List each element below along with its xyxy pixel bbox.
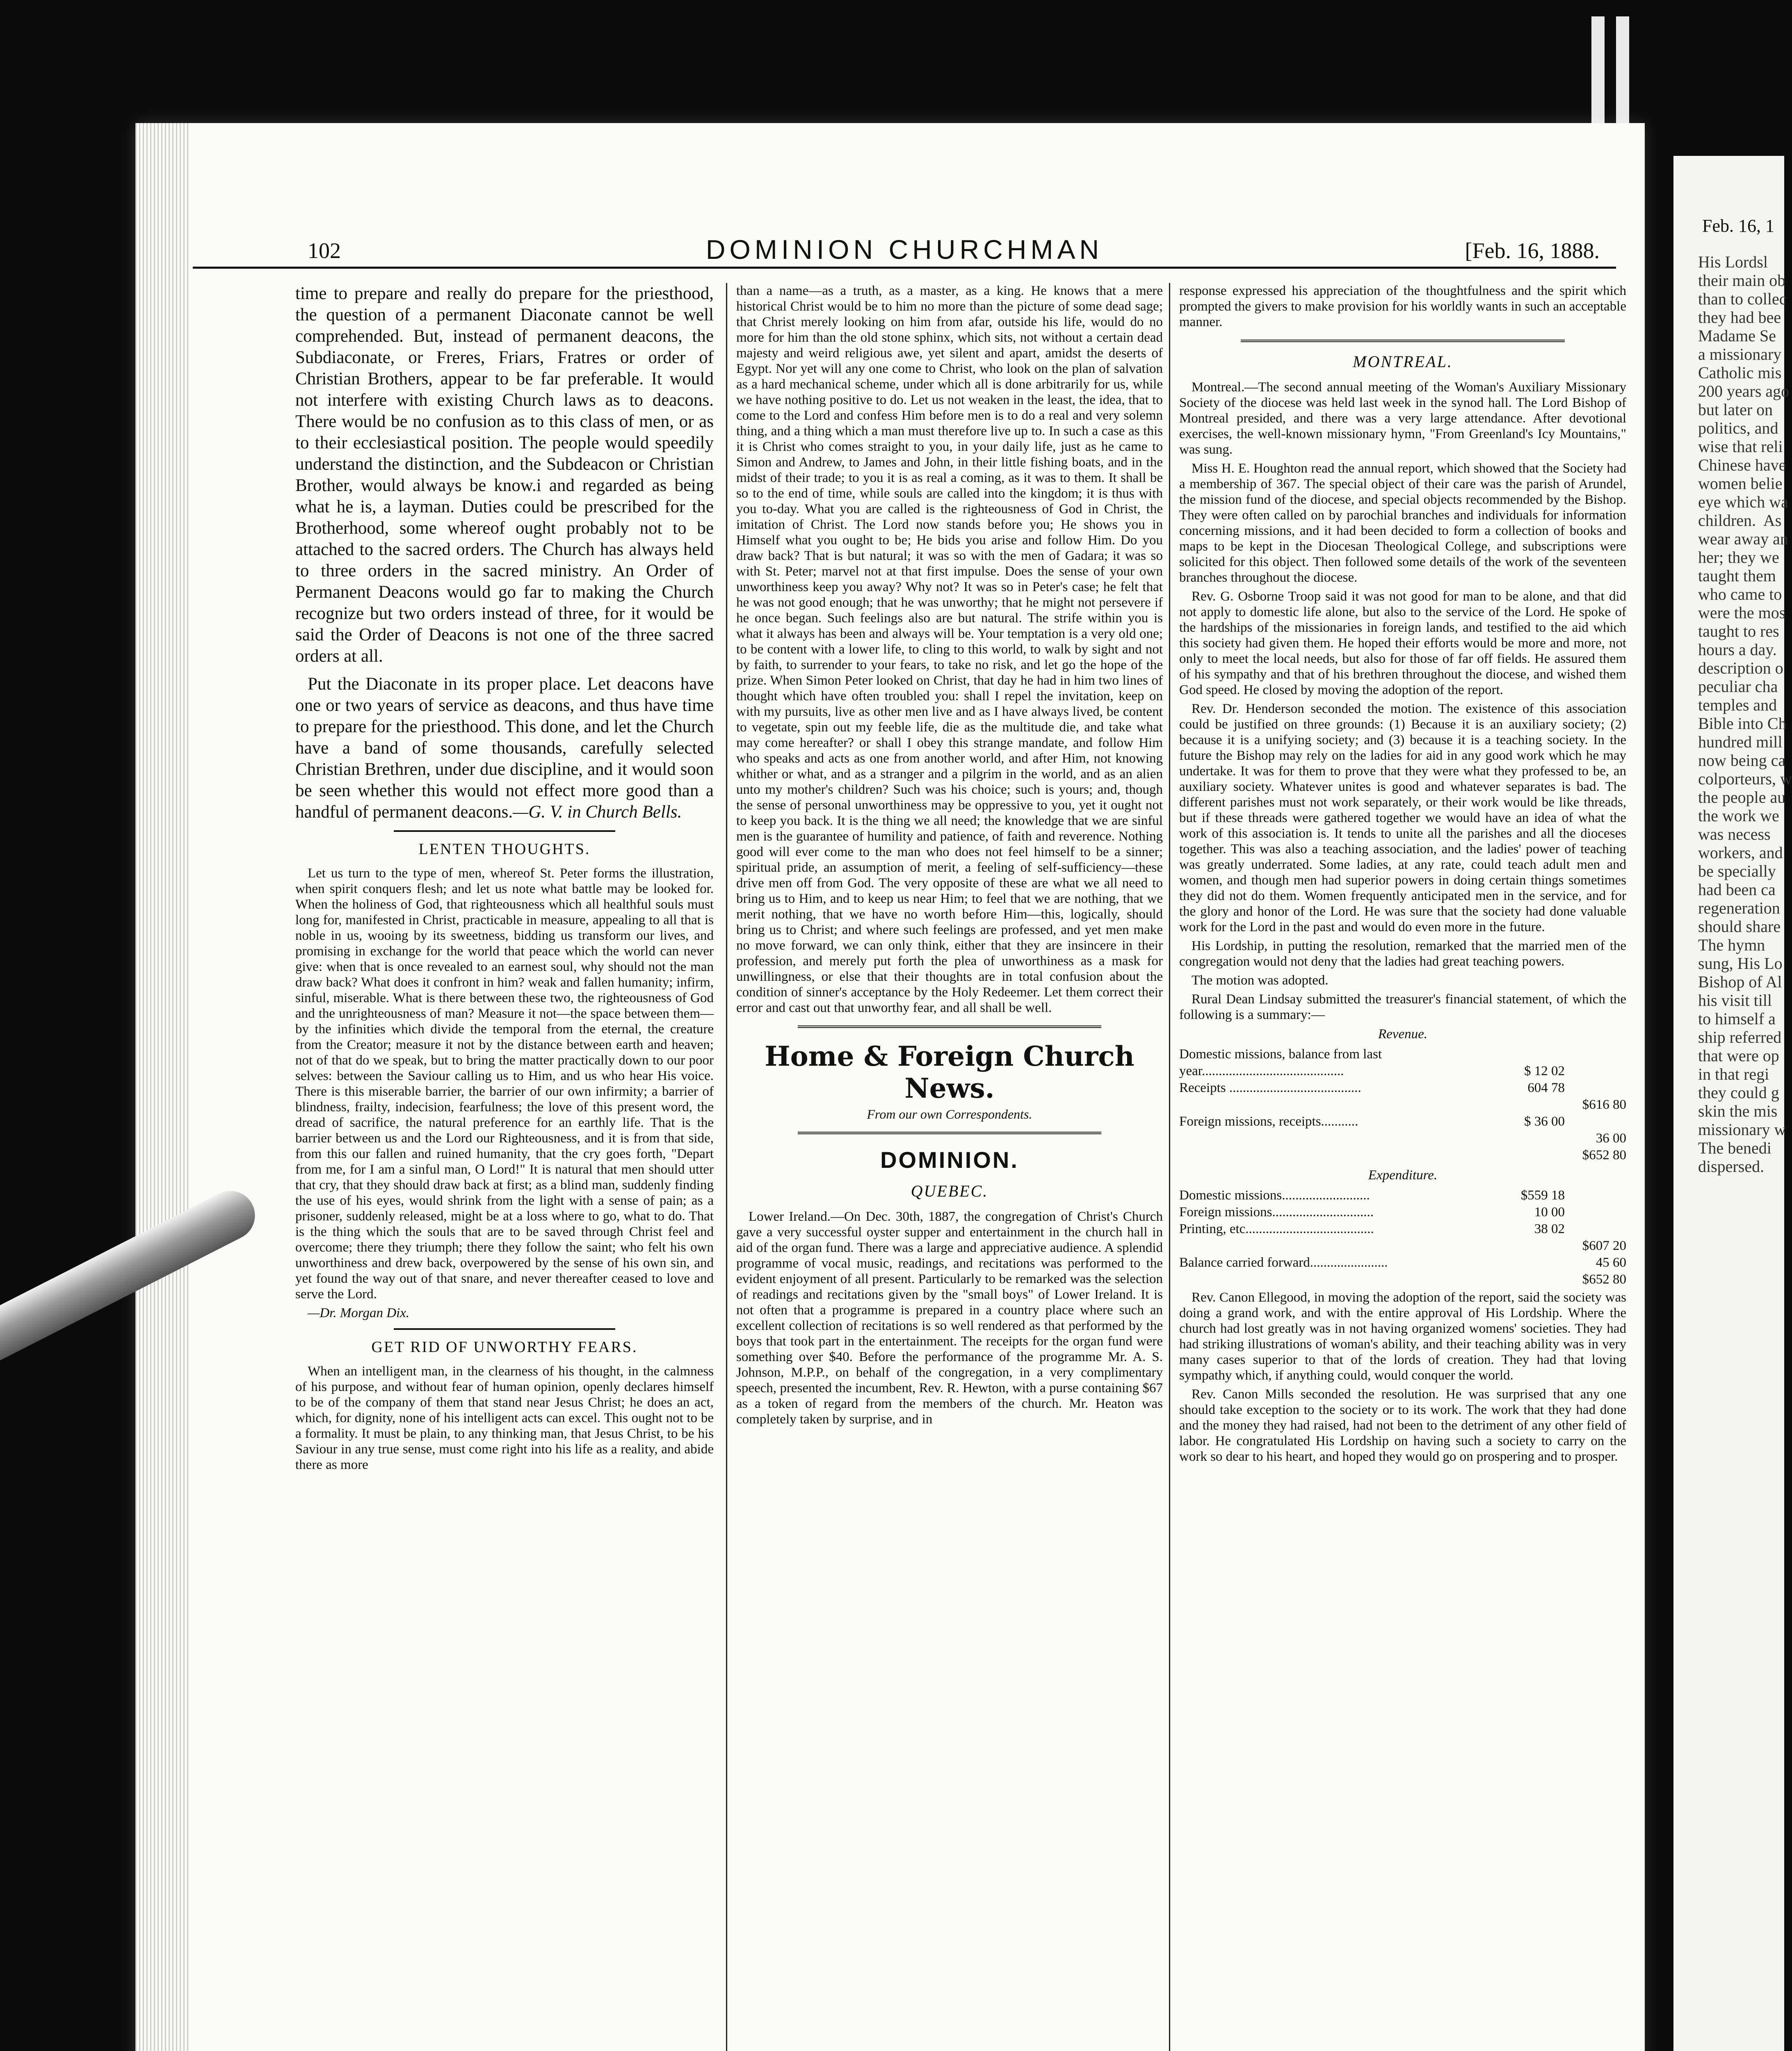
montreal-heading: MONTREAL. xyxy=(1353,352,1453,371)
column-1 xyxy=(295,283,714,1476)
finance-tot: 36 00 xyxy=(1596,1131,1626,1146)
revenue-heading: Revenue. xyxy=(1378,1027,1427,1041)
finance-tot: $652 80 xyxy=(1582,1272,1626,1287)
finance-row xyxy=(1179,1080,1626,1096)
quebec-body: Lower Ireland.—On Dec. 30th, 1887, the congregation of Christ's Church gave a very successful oyster supper and entertainment in the church hall in aid of the organ fund. There was a large and appreciative audience. A splendid programme of vocal music, readings, and recitations was performed to the evident enjoyment of all present. Particularly to be remarked was the selection of readings and recitations given by the "small boys" of Lower Ireland. It is not often that a programme is prepared in a country place where such an excellent collection of recitations is so well rendered as that performed by the boys that took part in the entertainment. The receipts for the organ fund were something over $40. Before the performance of the programme Mr. A. S. Johnson, M.P.P., on behalf of the congregation, in a very complimentary speech, presented the incumbent, Rev. R. Hewton, with a purse containing $67 as a token of regard from the members of the church. Mr. Heaton was completely taken by surprise, and in xyxy=(736,1209,1163,1427)
finance-label xyxy=(1179,1096,1495,1113)
fears-continued: than a name—as a truth, as a master, as a king. He knows that a mere historical Christ would be to him no more than the picture of some dead sage; that Christ merely looking on him from afar, outside his life, would do no more for him than the old stone sphinx, which sits, not without a certain dead majesty and weird religious awe, yet silent and apart, amidst the deserts of Egypt. Nor yet will any one come to Christ, who look on the plan of salvation as a hard mechanical scheme, under which all is done arbitrarily for us, while we have nothing positive to do. Let us not weaken in the least, the idea, that to come to the Lord and confess Him before men is to do a real and very solemn thing, and a thing which a man must therefore live up to. In such a case as this it is Christ who comes straight to you, in your daily life, just as he came to Simon and Andrew, to James and John, in their little fishing boats, and in the midst of their trade; to you it is as real a coming, as it was to them. It shall be so to the end of time, while souls are called into the kingdom; it is thus with you to-day. What you are called is the righteousness of God in Christ, the imitation of Christ. The Lord now stands before you; He shows you in Himself what you ought to be; He bids you arise and follow Him. Do you draw back? That is but natural; it was so with the men of Gadara; it was so with St. Peter; marvel not at that first impulse. Does the sense of your own unworthiness keep you away? Why not? It was so in Peter's case; he felt that he was not good enough; that he was unworthy; that he might not persevere if he once began. Such feelings also are but natural. The strife within you is what it always has been and always will be. Your temptation is a very old one; to be content with a lower life, to cling to this world, to walk by sight and not by faith, to surrender to your fears, to take no risk, and let go the hope of the prize. When Simon Peter looked on Christ, that day he had in him two lines of thought which have often troubled you: shall I repel the invitation, keep on with my pursuits, live as other men live and as I have always lived, be content to vegetate, spin out my feeble life, die as the multitude die, and take what may come hereafter? or shall I obey this strange mandate, and follow Him who speaks and acts as one from another world, and after Him, not knowing whither or what, and as a stranger and a pilgrim in the world, and as an alien unto my mother's children? Such was his choice; such is yours; and, though the sense of personal unworthiness may be oppressive to you, yet it ought not to keep you back. It is the thing we all need; the knowledge that we are sinful men is the guarantee of humility and patience, of faith and reverence. Nothing good will ever come to the man who does not feel himself to be a sinner; spiritual pride, an assumption of merit, a feeling of self-sufficiency—these drive men off from God. The very opposite of these are what we all need to bring us to Him, and to keep us near Him; to feel that we are nothing, that we merit nothing, that we have no worth before Him—this, logically, should bring us to Christ; and where such feelings are professed, and yet men make no move forward, we can only think, either that they are insincere in their profession, and merely put forth the plea of unworthiness as a mask for unwillingness, or else that their thoughts are in total confusion about the condition of sinner's acceptance by the Holy Redeemer. Let them correct their error and cast out that unworthy fear, and all shall be well. xyxy=(736,283,1163,1015)
finance-amt: 604 78 xyxy=(1527,1080,1565,1095)
news-rule xyxy=(798,1026,1101,1028)
finance-label: Domestic missions, balance from last xyxy=(1179,1047,1382,1062)
finance-row xyxy=(1179,1254,1626,1271)
diaconate-attribution: —G. V. in Church Bells. xyxy=(513,802,682,822)
finance-row xyxy=(1179,1221,1626,1238)
finance-amt xyxy=(1495,1238,1565,1254)
news-rule xyxy=(798,1132,1101,1134)
finance-amt xyxy=(1495,1046,1565,1063)
adjacent-page-header: Feb. 16, 1 xyxy=(1702,216,1774,236)
finance-label: Balance carried forward....................... xyxy=(1179,1255,1388,1270)
finance-tot xyxy=(1565,1187,1626,1204)
montreal-p3: Rev. G. Osborne Troop said it was not good for man to be alone, and that did not apply to domestic life alone, but also to the service of the Lord. He spoke of the hardships of the missionaries in foreign lands, and testified to the aid which this society had given them. He hoped their efforts would be more and more, not only to meet the local needs, but also for those of far off fields. He assured them of his sympathy and that of his brethren throughout the diocese, and wished them God speed. He closed by moving the adoption of the report. xyxy=(1179,589,1626,697)
finance-amt xyxy=(1495,1130,1565,1147)
revenue-table xyxy=(1179,1046,1626,1164)
expenditure-heading: Expenditure. xyxy=(1368,1168,1438,1183)
diaconate-para2 xyxy=(295,674,714,823)
quebec-continued: response expressed his appreciation of the thoughtfulness and the spirit which prompted the givers to make provision for his worldly wants in such an acceptable manner. xyxy=(1179,283,1626,329)
finance-tot xyxy=(1565,1063,1626,1080)
binding-mark-top-2 xyxy=(1616,16,1629,123)
finance-amt xyxy=(1495,1271,1565,1288)
issue-date: [Feb. 16, 1888. xyxy=(1465,238,1600,263)
finance-row xyxy=(1179,1187,1626,1204)
finance-tot: $616 80 xyxy=(1582,1097,1626,1112)
finance-tot xyxy=(1565,1080,1626,1096)
section-rule xyxy=(394,1328,615,1330)
column-2 xyxy=(726,283,1163,2051)
finance-label xyxy=(1179,1238,1495,1254)
finance-label: Receipts ....................................... xyxy=(1179,1080,1361,1095)
masthead: DOMINION CHURCHMAN xyxy=(705,234,1103,265)
finance-row xyxy=(1179,1204,1626,1221)
finance-row xyxy=(1179,1147,1626,1164)
section-rule xyxy=(1241,340,1565,342)
finance-row xyxy=(1179,1130,1626,1147)
finance-amt: $559 18 xyxy=(1520,1188,1565,1203)
finance-label: Domestic missions.......................... xyxy=(1179,1188,1370,1203)
finance-row xyxy=(1179,1271,1626,1288)
montreal-p6: The motion was adopted. xyxy=(1192,973,1329,988)
binding-mark-top xyxy=(1591,16,1605,123)
finance-row xyxy=(1179,1046,1626,1063)
finance-tot: $607 20 xyxy=(1582,1238,1626,1253)
finance-tot: $652 80 xyxy=(1582,1148,1626,1163)
finance-tot xyxy=(1565,1046,1626,1063)
diaconate-para2-text: Put the Diaconate in its proper place. Let deacons have one or two years of service as deacons, and thus have time to prepare for the priesthood. This done, and let the Church have a band of some thousands, carefully selected Christian Brethren, under due discipline, and it would soon be seen whether this would not effect more good than a handful of permanent deacons. xyxy=(295,674,714,822)
adjacent-page-text: His Lordsl their main ob than to collec they had bee Madame Se a missionary Catholic mis 200 years ago but later on politics, and wise that reli Chinese have women belie eye which wa children. As wear away an her; they we taught them who came to were the mos taught to res hours a day. description o peculiar cha temples and Bible into Ch hundred mill now being ca colporteurs, w the people au the work we was necess workers, and be specially had been ca regeneration should share The hymn sung, His Lo Bishop of Al his visit till to himself a ship referred that were op in that regi they could g skin the mis missionary w The benedi dispersed. xyxy=(1698,253,1792,1176)
finance-amt: $ 36 00 xyxy=(1524,1114,1565,1129)
finance-amt xyxy=(1495,1147,1565,1164)
page-edges xyxy=(135,123,189,2051)
finance-row xyxy=(1179,1063,1626,1080)
finance-row xyxy=(1179,1096,1626,1113)
quebec-heading: QUEBEC. xyxy=(911,1182,988,1200)
montreal-p9: Rev. Canon Mills seconded the resolution. He was surprised that any one should take exception to the society or to its work. The work that they had done and the money they had raised, had not been to the detriment of any other field of labor. He congratulated His Lordship on having such a society to carry on the work so dear to his heart, and hoped they would go on prospering and to prosper. xyxy=(1179,1387,1626,1464)
finance-tot xyxy=(1565,1221,1626,1238)
lenten-attribution: —Dr. Morgan Dix. xyxy=(308,1306,410,1320)
lenten-title: LENTEN THOUGHTS. xyxy=(418,840,591,858)
page-number: 102 xyxy=(308,238,341,263)
fears-body: When an intelligent man, in the clearness of his thought, in the calmness of his purpose, and without fear of human opinion, openly declares himself to be of the company of them that stand near Jesus Christ; he does an act, which, for dignity, none of his intelligent acts can excel. This ought not to be a formality. It must be plain, to any thinking man, that Jesus Christ, to be his Saviour in any true sense, must come right into his life as a reality, and abide there as more xyxy=(295,1364,714,1472)
finance-label: Foreign missions.............................. xyxy=(1179,1205,1374,1220)
montreal-p1: Montreal.—The second annual meeting of the Woman's Auxiliary Missionary Society of the diocese was held last week in the synod hall. The Lord Bishop of Montreal presided, and there was a very large attendance. After devotional exercises, the well-known missionary hymn, "From Greenland's Icy Mountains," was sung. xyxy=(1179,380,1626,457)
finance-amt: 10 00 xyxy=(1534,1205,1565,1220)
montreal-p4: Rev. Dr. Henderson seconded the motion. The existence of this association could be justified on three grounds: (1) Because it is an auxiliary society; (2) because it is a unifying society; and (3) because it is a teaching society. In the future the Bishop may rely on the ladies for aid in any good work which he may undertake. It was for them to prove that they were what they professed to be, an auxiliary society. Whatever unites is good and whatever separates is bad. The different parishes must not work separately, or their work would be like threads, but if these threads were gathered together we would have an idea of what the work of this association is. It tends to unite all the parishes and all the dioceses together. This was also a teaching association, and the ladies' power of teaching was greatly underrated. Some ladies, at any rate, could teach adult men and women, and though men had superior powers in doing certain things sometimes they did not do them. Women frequently anticipated men in the service, and for the glory and honor of the Lord. He was sure that the society had done valuable work for the Lord in the past and would do even more in the future. xyxy=(1179,701,1626,934)
finance-label: Foreign missions, receipts........... xyxy=(1179,1114,1358,1129)
dominion-heading: DOMINION. xyxy=(880,1147,1019,1173)
finance-amt: 38 02 xyxy=(1534,1222,1565,1236)
lenten-body: Let us turn to the type of men, whereof St. Peter forms the illustration, when spirit conquers flesh; and let us note what battle may be looked for. When the holiness of God, that righteousness which all healthful souls must long for, manifested in Christ, practicable in measure, appealing to all that is noble in us, wooing by its sweetness, bidding us transform our lives, and promising in exchange for the world that peace which the world can never give: when that is once revealed to an earnest soul, why should not the man draw back? What does it confront in him? weak and fallen humanity; infirm, sinful, miserable. What is there between these two, the righteousness of God and the unrighteousness of man? Measure it not—the space between them—by the infinities which divide the temporal from the eternal, the creature from the Creator; measure it not by the distance between earth and heaven; not of that do we speak, but to bring the matter practically down to our poor selves: between the Saviour calling us to Him, and us who hear His voice. There is this miserable barrier, the barrier of our own infirmity; a barrier of blindness, frailty, indecision, fearfulness; the love of this present word, the dread of sacrifice, the natural preference for an earthly life. That is the barrier between us and the Lord our Righteousness, and it is from that side, from this our fallen and ruined humanity, that the cry goes forth, "Depart from me, for I am a sinful man, O Lord!" It is natural that men should utter that cry, that they should draw back at first; as a blind man, suddenly finding the use of his eyes, would shrink from the light with a sense of pain; as a prisoner, suddenly released, might be at a loss where to go, what to do. That is the thing which the souls that are to be saved through Christ feel and overcome; there they triumph; there they follow the saint; who felt his own unworthiness and drew back, overpowered by the sense of his own sin, and yet found the way out of that snare, and never thereafter ceased to love and serve the Lord. xyxy=(295,866,714,1302)
finance-label: year.......................................... xyxy=(1179,1064,1344,1078)
finance-label: Printing, etc...................................... xyxy=(1179,1222,1374,1236)
montreal-p2: Miss H. E. Houghton read the annual report, which showed that the Society had a membership of 367. The special object of their care was the parish of Arundel, the mission fund of the diocese, and special objects recommended by the Bishop. They were often called on by parochial branches and individuals for information concerning missions, and it had been decided to form a collection of books and maps to be kept in the Diocesan Theological College, and subscriptions were solicited for this object. Then followed some details of the work of the seventeen branches throughout the diocese. xyxy=(1179,461,1626,585)
finance-amt xyxy=(1495,1254,1565,1271)
finance-label xyxy=(1179,1130,1495,1147)
finance-label xyxy=(1179,1147,1495,1164)
montreal-p5: His Lordship, in putting the resolution, remarked that the married men of the congregation would not deny that the ladies had great teaching powers. xyxy=(1179,939,1626,969)
fears-title: GET RID OF UNWORTHY FEARS. xyxy=(371,1338,638,1356)
section-rule xyxy=(394,830,615,832)
montreal-p7: Rural Dean Lindsay submitted the treasurer's financial statement, of which the following is a summary:— xyxy=(1179,992,1626,1022)
news-subtitle: From our own Correspondents. xyxy=(867,1107,1032,1121)
finance-row xyxy=(1179,1238,1626,1254)
finance-label xyxy=(1179,1271,1495,1288)
expenditure-table xyxy=(1179,1187,1626,1288)
finance-tot xyxy=(1565,1113,1626,1130)
news-title: Home & Foreign Church News. xyxy=(765,1040,1135,1104)
column-3 xyxy=(1169,283,1626,2051)
montreal-p8: Rev. Canon Ellegood, in moving the adoption of the report, said the society was doing a grand work, and with the entire approval of His Lordship. Where the church had lost greatly was in not having organized womens' societies. They had had striking illustrations of woman's ability, and their teaching ability was in very many cases superior to that of the lords of creation. They had that loving sympathy which, if anything could, would conquer the world. xyxy=(1179,1290,1626,1383)
finance-amt: $ 12 02 xyxy=(1524,1064,1565,1078)
page-header xyxy=(193,230,1616,269)
diaconate-intro: time to prepare and really do prepare for the priesthood, the question of a permanent Diaconate cannot be well comprehended. But, instead of permanent deacons, the Subdiaconate, or Freres, Friars, Fratres or order of Christian Brothers, appear to be far preferable. It would not interfere with existing Church laws as to deacons. There would be no confusion as to this class of men, or as to their ecclesiastical position. The people would speedily understand the distinction, and the Subdeacon or Christian Brother, would always be know.i and regarded as being what he is, a layman. Duties could be prescribed for the Brotherhood, some whereof ought probably not to be attached to the sacred orders. The Church has always held to three orders in the sacred ministry. An Order of Permanent Deacons would go far to making the Church recognize but two orders instead of three, for it would be said the Order of Deacons is not one of the three sacred orders at all. xyxy=(295,284,714,666)
adjacent-page xyxy=(1673,156,1792,2051)
finance-amt xyxy=(1495,1096,1565,1113)
finance-tot xyxy=(1565,1204,1626,1221)
finance-tot: 45 60 xyxy=(1596,1255,1626,1270)
finance-row xyxy=(1179,1113,1626,1130)
